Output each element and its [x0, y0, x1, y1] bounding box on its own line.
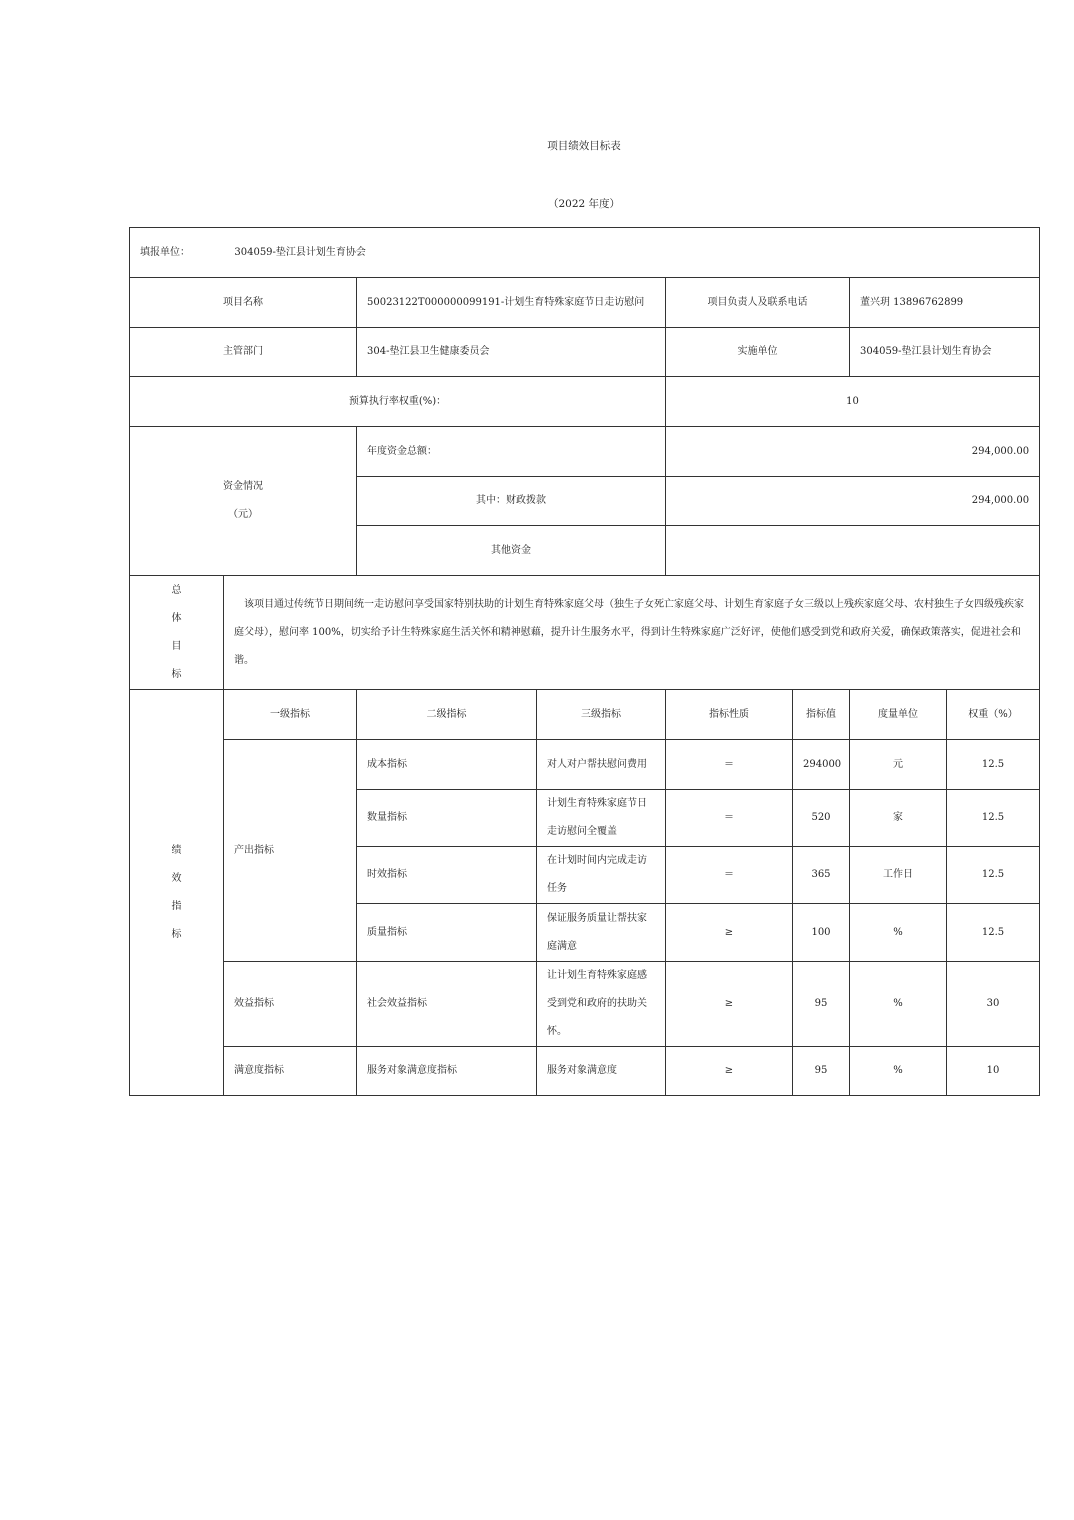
level3-cell: 计划生育特殊家庭节日走访慰问全覆盖 [537, 790, 666, 847]
perf-label-char: 效 [171, 872, 182, 884]
table-row [130, 740, 1040, 790]
table-row [130, 962, 1040, 1047]
header-level1: 一级指标 [224, 690, 357, 740]
weight-cell: 10 [947, 1047, 1040, 1096]
funds-total-value: 294,000.00 [666, 427, 1040, 477]
value-cell: 520 [793, 790, 850, 847]
nature-cell: ≥ [666, 1047, 793, 1096]
nature-cell: ＝ [666, 790, 793, 847]
header-value: 指标值 [793, 690, 850, 740]
level3-cell: 让计划生育特殊家庭感受到党和政府的扶助关怀。 [537, 962, 666, 1047]
value-cell: 95 [793, 962, 850, 1047]
funds-fiscal-value: 294,000.00 [666, 477, 1040, 526]
weight-cell: 12.5 [947, 904, 1040, 962]
level2-cell: 成本指标 [357, 740, 537, 790]
funds-total-label: 年度资金总额： [357, 427, 666, 477]
funds-label-line1: 资金情况 [223, 481, 263, 492]
level2-cell: 社会效益指标 [357, 962, 537, 1047]
table-row [130, 1047, 1040, 1096]
goal-label-char: 体 [171, 612, 182, 624]
dept-row [130, 328, 1040, 377]
weight-cell: 12.5 [947, 740, 1040, 790]
value-cell: 365 [793, 847, 850, 904]
value-cell: 294000 [793, 740, 850, 790]
unit-row [130, 228, 1040, 278]
unit-cell [130, 228, 1040, 278]
level1-satisfaction: 满意度指标 [224, 1047, 357, 1096]
unit-cell: 元 [850, 740, 947, 790]
page-title: 项目绩效目标表 [547, 140, 621, 152]
weight-cell: 12.5 [947, 790, 1040, 847]
nature-cell: ＝ [666, 847, 793, 904]
header-level2: 二级指标 [357, 690, 537, 740]
level1-benefit: 效益指标 [224, 962, 357, 1047]
goal-label [130, 576, 224, 690]
level3-cell: 服务对象满意度 [537, 1047, 666, 1096]
unit-label: 填报单位： [140, 246, 190, 258]
weight-cell: 30 [947, 962, 1040, 1047]
header-level3: 三级指标 [537, 690, 666, 740]
perf-label-char: 标 [171, 928, 182, 940]
dept-label: 主管部门 [130, 328, 357, 377]
header-unit: 度量单位 [850, 690, 947, 740]
level3-cell: 保证服务质量让帮扶家庭满意 [537, 904, 666, 962]
perf-label-char: 绩 [171, 844, 182, 856]
project-name-value: 50023122T000000099191-计划生育特殊家庭节日走访慰问 [357, 278, 666, 328]
performance-target-table [129, 227, 1040, 1096]
budget-weight-row [130, 377, 1040, 427]
level3-cell: 对人对户帮扶慰问费用 [537, 740, 666, 790]
budget-weight-label: 预算执行率权重(%)： [130, 377, 666, 427]
goal-row [130, 576, 1040, 690]
dept-value: 304-垫江县卫生健康委员会 [357, 328, 666, 377]
funds-fiscal-label: 其中：财政拨款 [357, 477, 666, 526]
unit-cell: 工作日 [850, 847, 947, 904]
funds-label-line2: （元） [228, 509, 258, 520]
level2-cell: 数量指标 [357, 790, 537, 847]
manager-label: 项目负责人及联系电话 [666, 278, 850, 328]
funds-other-value [666, 526, 1040, 576]
perf-header-row [130, 690, 1040, 740]
perf-label-char: 指 [171, 900, 182, 912]
impl-value: 304059-垫江县计划生育协会 [850, 328, 1040, 377]
unit-cell: 家 [850, 790, 947, 847]
value-cell: 100 [793, 904, 850, 962]
goal-label-char: 标 [171, 668, 182, 680]
weight-cell: 12.5 [947, 847, 1040, 904]
unit-value: 304059-垫江县计划生育协会 [234, 246, 366, 258]
goal-text: 该项目通过传统节日期间统一走访慰问享受国家特别扶助的计划生育特殊家庭父母（独生子女死亡家庭父母、计划生育家庭子女三级以上残疾家庭父母、农村独生子女四级残疾家庭父母），慰问率 100%，切实给予计生特殊家庭生活关怀和精神慰藉，提升计生服务水平，得到计生特殊家庭广泛好评，使他们感受到党和政府关爱，确保政策落实，促进社会和谐。 [224, 576, 1040, 690]
unit-cell: % [850, 904, 947, 962]
nature-cell: ＝ [666, 740, 793, 790]
level2-cell: 时效指标 [357, 847, 537, 904]
unit-cell: % [850, 962, 947, 1047]
level2-cell: 质量指标 [357, 904, 537, 962]
funds-other-label: 其他资金 [357, 526, 666, 576]
nature-cell: ≥ [666, 904, 793, 962]
nature-cell: ≥ [666, 962, 793, 1047]
project-name-label: 项目名称 [130, 278, 357, 328]
funds-total-row [130, 427, 1040, 477]
page-subtitle-year: （2022 年度） [547, 198, 621, 210]
unit-cell: % [850, 1047, 947, 1096]
level1-output: 产出指标 [224, 740, 357, 962]
goal-label-char: 总 [171, 584, 182, 596]
project-name-row [130, 278, 1040, 328]
level3-cell: 在计划时间内完成走访任务 [537, 847, 666, 904]
header-nature: 指标性质 [666, 690, 793, 740]
manager-value: 董兴玥 13896762899 [850, 278, 1040, 328]
value-cell: 95 [793, 1047, 850, 1096]
impl-label: 实施单位 [666, 328, 850, 377]
header-weight: 权重（%） [947, 690, 1040, 740]
funds-label [130, 427, 357, 576]
perf-label [130, 690, 224, 1096]
budget-weight-value: 10 [666, 377, 1040, 427]
goal-label-char: 目 [171, 640, 182, 652]
level2-cell: 服务对象满意度指标 [357, 1047, 537, 1096]
